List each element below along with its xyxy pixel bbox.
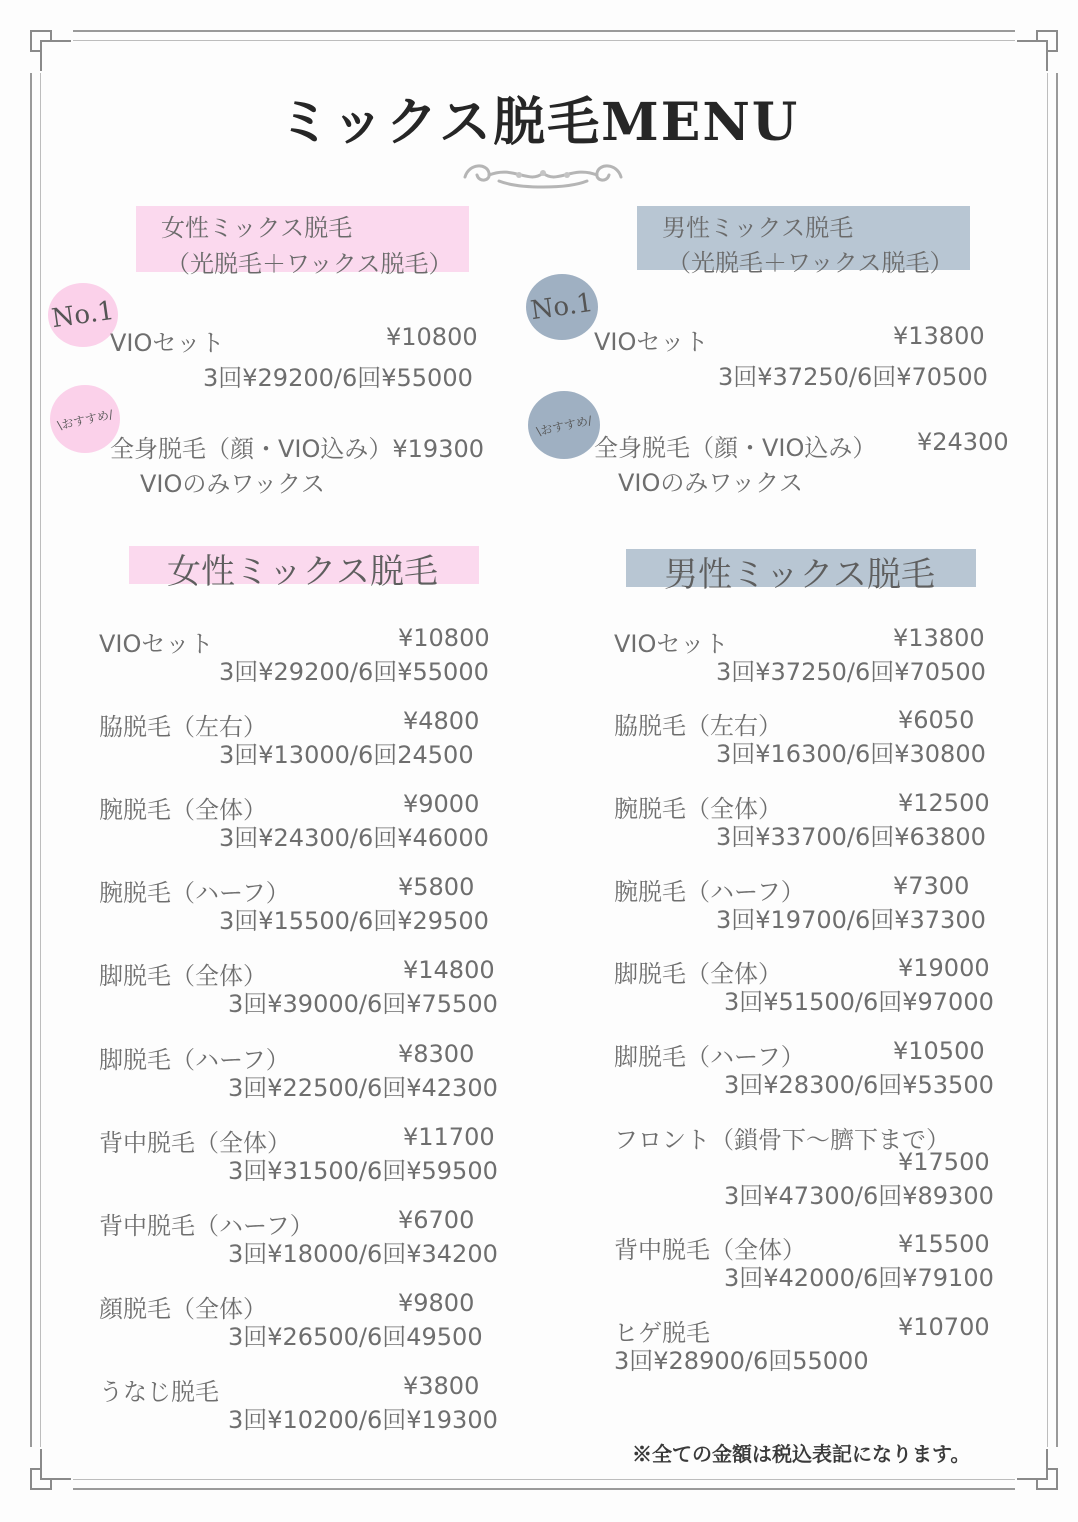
women-item-price: ¥10800 [398, 624, 490, 652]
women-item-price: ¥3800 [403, 1372, 480, 1400]
flourish-ornament [459, 155, 627, 195]
men-item-price: ¥7300 [893, 872, 970, 900]
men-mix-label-line1: 男性ミックス脱毛 [662, 214, 854, 242]
women-mix-label-line1: 女性ミックス脱毛 [161, 214, 353, 242]
corner-ornament-bottom-right [1015, 1447, 1059, 1491]
women-item-multi: 3回¥29200/6回¥55000 [219, 658, 489, 686]
top-women-vio-multi: 3回¥29200/6回¥55000 [203, 364, 473, 392]
women-item-name: 顔脱毛（全体） [99, 1295, 267, 1323]
recommend-badge-women: \おすすめ/ [50, 385, 120, 453]
men-item-multi: 3回¥37250/6回¥70500 [716, 658, 986, 686]
women-item-price: ¥8300 [398, 1040, 475, 1068]
men-item-name: 脚脱毛（全体） [614, 960, 782, 988]
women-item-multi: 3回¥13000/6回24500 [219, 741, 474, 769]
women-item-price: ¥11700 [403, 1123, 495, 1151]
top-men-vio-price: ¥13800 [893, 322, 985, 350]
men-item-name: 脇脱毛（左右） [614, 712, 782, 740]
women-item-multi: 3回¥24300/6回¥46000 [219, 824, 489, 852]
tax-note: ※全ての金額は税込表記になります。 [632, 1442, 971, 1466]
men-menu-heading: 男性ミックス脱毛 [626, 549, 976, 587]
women-item-name: 脇脱毛（左右） [99, 713, 267, 741]
men-item-multi: 3回¥51500/6回¥97000 [724, 988, 994, 1016]
women-item-multi: 3回¥39000/6回¥75500 [228, 990, 498, 1018]
men-item-name: 背中脱毛（全体） [614, 1236, 806, 1264]
women-item-price: ¥4800 [403, 707, 480, 735]
corner-ornament-top-right [1015, 29, 1059, 73]
men-item-name: 腕脱毛（ハーフ） [614, 878, 805, 906]
page-title: ミックス脱毛MENU [278, 92, 800, 153]
women-item-name: 腕脱毛（全体） [99, 796, 267, 824]
women-item-name: VIOセット [99, 630, 214, 658]
women-menu-heading: 女性ミックス脱毛 [129, 546, 479, 584]
no1-badge-men: No.1 [526, 274, 598, 340]
men-item-multi: 3回¥28900/6回55000 [614, 1347, 869, 1375]
women-item-multi: 3回¥10200/6回¥19300 [228, 1406, 498, 1434]
men-item-multi: 3回¥19700/6回¥37300 [716, 906, 986, 934]
women-item-price: ¥9800 [398, 1289, 475, 1317]
corner-ornament-top-left [29, 29, 73, 73]
top-women-vio-name: VIOセット [110, 329, 225, 357]
women-item-multi: 3回¥22500/6回¥42300 [228, 1074, 498, 1102]
men-item-price: ¥6050 [898, 706, 975, 734]
men-item-name: VIOセット [614, 630, 729, 658]
men-mix-label [637, 206, 970, 277]
women-item-multi: 3回¥31500/6回¥59500 [228, 1157, 498, 1185]
no1-badge-women: No.1 [48, 283, 118, 347]
top-men-vio-multi: 3回¥37250/6回¥70500 [718, 363, 988, 391]
women-item-price: ¥5800 [398, 873, 475, 901]
men-item-price: ¥13800 [893, 624, 985, 652]
men-item-name: ヒゲ脱毛 [614, 1319, 710, 1347]
women-item-price: ¥9000 [403, 790, 480, 818]
men-item-price: ¥12500 [898, 789, 990, 817]
women-item-name: うなじ脱毛 [99, 1378, 219, 1406]
women-item-price: ¥14800 [403, 956, 495, 984]
women-item-multi: 3回¥18000/6回¥34200 [228, 1240, 498, 1268]
men-item-price: ¥10500 [893, 1037, 985, 1065]
top-men-fullbody-price: ¥24300 [917, 428, 1009, 456]
men-item-multi: 3回¥28300/6回¥53500 [724, 1071, 994, 1099]
men-item-price: ¥15500 [898, 1230, 990, 1258]
women-item-price: ¥6700 [398, 1206, 475, 1234]
men-item-price: ¥19000 [898, 954, 990, 982]
top-men-vio-name: VIOセット [594, 328, 709, 356]
men-item-multi: 3回¥47300/6回¥89300 [724, 1182, 994, 1210]
men-item-name: 脚脱毛（ハーフ） [614, 1043, 805, 1071]
women-item-name: 背中脱毛（ハーフ） [99, 1212, 314, 1240]
men-item-name: 腕脱毛（全体） [614, 795, 782, 823]
women-item-name: 脚脱毛（全体） [99, 962, 267, 990]
women-item-name: 腕脱毛（ハーフ） [99, 879, 290, 907]
women-item-multi: 3回¥26500/6回49500 [228, 1323, 483, 1351]
top-women-fullbody-note: VIOのみワックス [140, 470, 325, 498]
corner-ornament-bottom-left [29, 1447, 73, 1491]
women-item-name: 脚脱毛（ハーフ） [99, 1046, 290, 1074]
women-item-multi: 3回¥15500/6回¥29500 [219, 907, 489, 935]
top-men-fullbody-name: 全身脱毛（顔・VIO込み） [594, 434, 877, 462]
men-mix-label-line2: （光脱毛＋ワックス脱毛） [667, 249, 954, 277]
men-item-price: ¥10700 [898, 1313, 990, 1341]
women-mix-label [136, 206, 469, 278]
top-men-fullbody-note: VIOのみワックス [618, 469, 803, 497]
men-item-price: ¥17500 [898, 1148, 990, 1176]
men-item-name: フロント（鎖骨下〜臍下まで） [614, 1126, 950, 1154]
recommend-badge-men: \おすすめ/ [528, 391, 600, 459]
men-item-multi: 3回¥16300/6回¥30800 [716, 740, 986, 768]
women-mix-label-line2: （光脱毛＋ワックス脱毛） [166, 250, 453, 278]
top-women-vio-price: ¥10800 [386, 323, 478, 351]
men-item-multi: 3回¥33700/6回¥63800 [716, 823, 986, 851]
top-women-fullbody: 全身脱毛（顔・VIO込み）¥19300 [110, 435, 485, 463]
men-item-multi: 3回¥42000/6回¥79100 [724, 1264, 994, 1292]
women-item-name: 背中脱毛（全体） [99, 1129, 291, 1157]
